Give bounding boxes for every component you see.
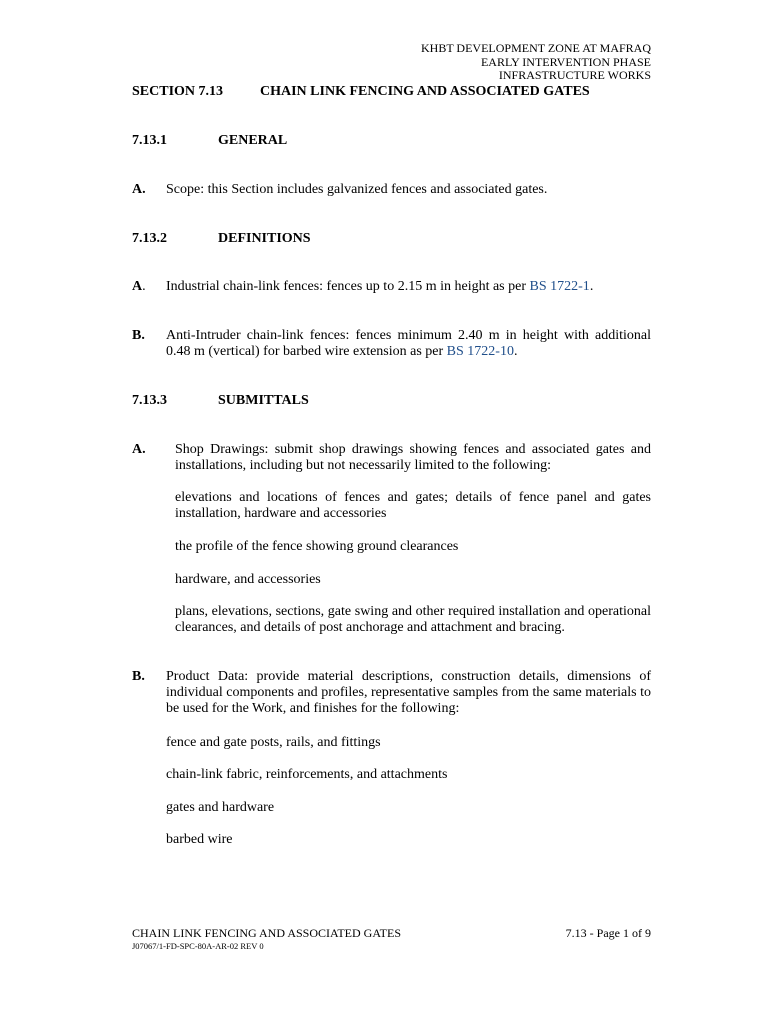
definitions-title: DEFINITIONS — [218, 231, 311, 246]
bs-1722-1-link[interactable]: BS 1722-1 — [529, 279, 590, 294]
footer-page-number: 7.13 - Page 1 of 9 — [565, 926, 651, 940]
submittals-b-letter: B. — [132, 669, 145, 684]
definitions-b-paragraph — [166, 328, 651, 360]
submittals-b-item-1: fence and gate posts, rails, and fittings — [166, 735, 381, 750]
definitions-b-text: Anti-Intruder chain-link fences: fences minimum 2.40 m in height with additional 0.48 m (vertical) for barbed wire extension as per — [166, 328, 651, 359]
definitions-a-letter-char: A — [132, 279, 143, 294]
footer-title: CHAIN LINK FENCING AND ASSOCIATED GATES — [132, 926, 402, 940]
submittals-a-text: Shop Drawings: submit shop drawings showing fences and associated gates and installations, including but not necessarily limited to the following: — [175, 442, 651, 473]
definitions-b-end: . — [513, 344, 518, 359]
submittals-a-item-1: elevations and locations of fences and gates; details of fence panel and gates installation, hardware and accessories — [175, 490, 651, 521]
definitions-a-end: . — [589, 279, 594, 294]
submittals-a-item-2: the profile of the fence showing ground clearances — [175, 539, 459, 554]
general-number: 7.13.1 — [132, 133, 167, 148]
submittals-b-text: Product Data: provide material descriptions, construction details, dimensions of individual components and profiles, representative samples from the same materials to be used for the Work, and finishes for the following: — [166, 669, 651, 716]
bs-1722-10-link[interactable]: BS 1722-10 — [446, 344, 514, 359]
submittals-b-item-3: gates and hardware — [166, 800, 275, 815]
general-a-text: Scope: this Section includes galvanized fences and associated gates. — [166, 182, 548, 197]
footer-document-code: J07067/1-FD-SPC-80A-AR-02 REV 0 — [132, 941, 264, 951]
section-number: SECTION 7.13 — [132, 84, 224, 99]
submittals-title: SUBMITTALS — [218, 393, 309, 408]
definitions-b-letter: B. — [132, 328, 145, 343]
definitions-a-letter — [132, 279, 146, 295]
submittals-a-letter: A. — [132, 442, 146, 457]
page-header — [421, 42, 651, 83]
header-line-3: INFRASTRUCTURE WORKS — [498, 68, 651, 82]
submittals-a-item-3: hardware, and accessories — [175, 572, 321, 587]
definitions-a-letter-dot: . — [142, 279, 146, 294]
definitions-a-paragraph — [166, 279, 593, 295]
submittals-b-item-2: chain-link fabric, reinforcements, and attachments — [166, 767, 448, 782]
section-title: CHAIN LINK FENCING AND ASSOCIATED GATES — [260, 84, 590, 99]
definitions-number: 7.13.2 — [132, 231, 167, 246]
general-title: GENERAL — [218, 133, 288, 148]
submittals-b-item-4: barbed wire — [166, 832, 233, 847]
header-line-2: EARLY INTERVENTION PHASE — [480, 54, 651, 69]
submittals-a-item-4: plans, elevations, sections, gate swing and other required installation and operational clearances, and details of post anchorage and attachment and bracing. — [175, 604, 651, 635]
definitions-a-text: Industrial chain-link fences: fences up to 2.15 m in height as per — [166, 279, 527, 294]
header-line-1: KHBT DEVELOPMENT ZONE AT MAFRAQ — [420, 41, 651, 55]
general-a-letter: A. — [132, 182, 146, 197]
submittals-number: 7.13.3 — [132, 393, 167, 408]
